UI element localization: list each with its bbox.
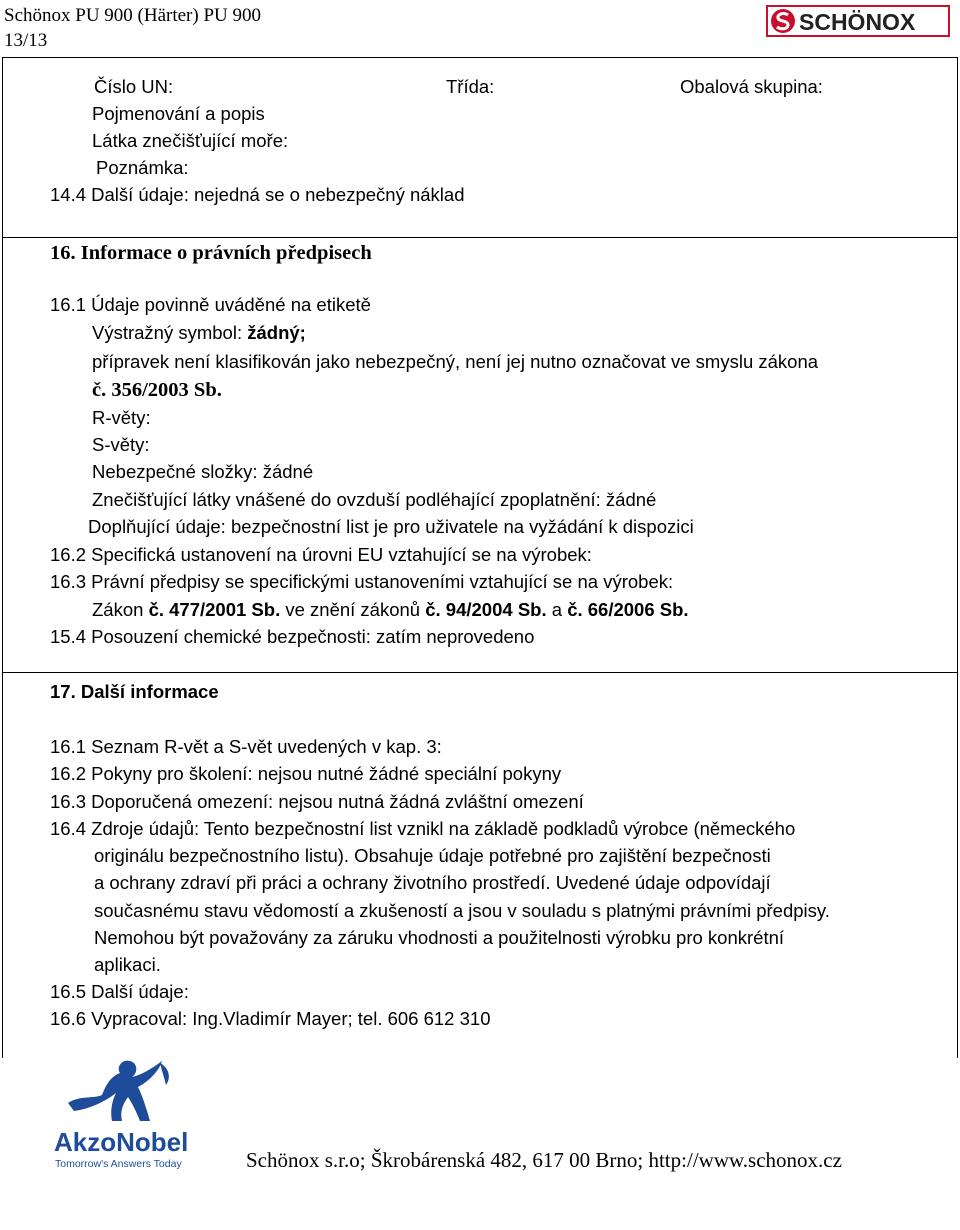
info-item: 16.5 Další údaje: bbox=[50, 981, 189, 1002]
svg-text:Tomorrow's Answers Today: Tomorrow's Answers Today bbox=[55, 1158, 182, 1170]
eu-provisions: 16.2 Specifická ustanovení na úrovni EU vztahující se na výrobek: bbox=[50, 544, 592, 565]
name-label: Pojmenování a popis bbox=[92, 103, 265, 124]
note-label: Poznámka: bbox=[96, 157, 189, 178]
document-header bbox=[4, 3, 261, 53]
section-16-heading: 16. Informace o právních předpisech bbox=[50, 242, 372, 264]
info-item: 16.3 Doporučená omezení: nejsou nutná žádná zvláštní omezení bbox=[50, 791, 584, 812]
un-label: Číslo UN: bbox=[94, 76, 174, 97]
info-item-continued: originálu bezpečnostního listu). Obsahuje údaje potřebné pro zajištění bezpečnosti bbox=[94, 845, 771, 866]
law-list: Zákon č. 477/2001 Sb. ve znění zákonů č. 94/2004 Sb. a č. 66/2006 Sb. bbox=[92, 599, 689, 620]
marine-pollutant-label: Látka znečišťující moře: bbox=[92, 130, 289, 151]
info-item-continued: a ochrany zdraví při práci a ochrany životního prostředí. Uvedené údaje odpovídají bbox=[94, 872, 771, 893]
svg-text:SCHÖNOX: SCHÖNOX bbox=[799, 9, 916, 35]
info-item: 16.1 Seznam R-vět a S-vět uvedených v kap. 3: bbox=[50, 736, 442, 757]
class-label: Třída: bbox=[446, 76, 495, 97]
info-item-continued: Nemohou být považovány za záruku vhodnosti a použitelnosti výrobku pro konkrétní bbox=[94, 927, 785, 948]
document-title: Schönox PU 900 (Härter) PU 900 bbox=[4, 5, 262, 26]
info-item-continued: aplikaci. bbox=[94, 954, 161, 975]
divider bbox=[2, 237, 958, 238]
info-item: 16.2 Pokyny pro školení: nejsou nutné žádné speciální pokyny bbox=[50, 763, 562, 784]
r-phrases: R-věty: bbox=[92, 407, 151, 428]
akzonobel-logo bbox=[50, 1055, 215, 1173]
hazardous-components: Nebezpečné složky: žádné bbox=[92, 461, 314, 482]
info-item: 16.4 Zdroje údajů: Tento bezpečnostní list vznikl na základě podkladů výrobce (německého bbox=[50, 818, 796, 839]
law-reference: č. 356/2003 Sb. bbox=[92, 379, 222, 401]
chemical-safety-assessment: 15.4 Posouzení chemické bezpečnosti: zatím neprovedeno bbox=[50, 626, 535, 647]
specific-regulations: 16.3 Právní předpisy se specifickými ustanoveními vztahující se na výrobek: bbox=[50, 571, 674, 592]
s-phrases: S-věty: bbox=[92, 434, 150, 455]
schonox-logo bbox=[766, 4, 950, 38]
info-item-continued: současnému stavu vědomostí a zkušeností a jsou v souladu s platnými právními předpisy. bbox=[94, 900, 830, 921]
company-footer: Schönox s.r.o; Škrobárenská 482, 617 00 Brno; http://www.schonox.cz bbox=[246, 1148, 842, 1172]
prepared-by: 16.6 Vypracoval: Ing.Vladimír Mayer; tel. 606 612 310 bbox=[50, 1008, 491, 1029]
not-classified-text: přípravek není klasifikován jako nebezpečný, není jej nutno označovat ve smyslu zákona bbox=[92, 351, 819, 372]
divider bbox=[2, 672, 958, 673]
svg-text:AkzoNobel: AkzoNobel bbox=[54, 1127, 189, 1157]
supplementary-info: Doplňující údaje: bezpečnostní list je pro uživatele na vyžádání k dispozici bbox=[88, 516, 694, 537]
air-pollutants: Znečišťující látky vnášené do ovzduší podléhající zpoplatnění: žádné bbox=[92, 489, 657, 510]
page-number: 13/13 bbox=[4, 30, 48, 51]
warning-symbol: Výstražný symbol: žádný; bbox=[92, 322, 306, 343]
packing-group-label: Obalová skupina: bbox=[680, 76, 823, 97]
section-17-heading: 17. Další informace bbox=[50, 681, 219, 702]
transport-other-info: 14.4 Další údaje: nejedná se o nebezpečný náklad bbox=[50, 184, 465, 205]
label-info-title: 16.1 Údaje povinně uváděné na etiketě bbox=[50, 294, 371, 315]
